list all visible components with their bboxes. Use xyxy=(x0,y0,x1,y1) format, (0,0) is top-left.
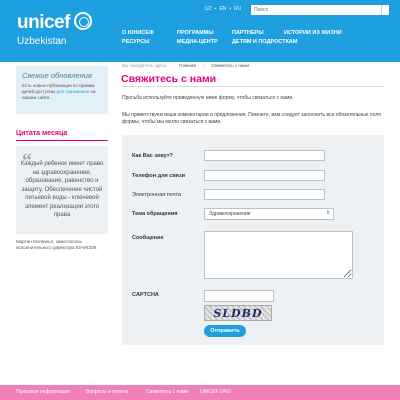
updates-text: Есть новые публикации по правам детей доступны для скачивания на нашем сайте. xyxy=(22,83,96,100)
nav-resources[interactable]: РЕСУРСЫ xyxy=(122,39,150,45)
search-input[interactable] xyxy=(251,5,381,15)
captcha-field[interactable] xyxy=(204,290,274,302)
lang-ru[interactable]: RU xyxy=(234,6,242,12)
captcha-image xyxy=(204,305,272,321)
name-label: Как Вас зовут? xyxy=(132,153,173,159)
logo[interactable]: unicef xyxy=(17,12,70,33)
footer-unicef-link[interactable]: UNICEF.ORG xyxy=(200,389,231,395)
message-field[interactable] xyxy=(204,231,353,279)
updates-download-link[interactable]: для скачивания xyxy=(56,89,90,94)
quote-author: Мартин Могванья, заместитель исполнительного директора ЮНИСЕФ. xyxy=(16,239,98,250)
nav-children[interactable]: ДЕТЯМ И ПОДРОСТКАМ xyxy=(232,39,298,45)
captcha-label: CAPTCHA xyxy=(132,292,159,298)
nav-stories[interactable]: ИСТОРИИ ИЗ ЖИЗНИ xyxy=(284,30,342,36)
name-field[interactable] xyxy=(204,150,325,161)
lang-uz[interactable]: UZ xyxy=(205,6,212,12)
select-arrows-icon: ⇕ xyxy=(325,210,330,216)
captcha-text: SLDBD xyxy=(213,306,263,320)
topic-select[interactable] xyxy=(204,208,334,220)
footer-legal-link[interactable]: Правовая информация xyxy=(16,389,70,395)
message-label: Сообщение xyxy=(132,235,164,241)
title-divider xyxy=(122,86,384,87)
submit-button[interactable]: Отправить xyxy=(204,325,246,337)
email-label: Электронная почта xyxy=(132,192,182,198)
intro-text: Просьба используйте приведенную ниже форму, чтобы связаться с нами. xyxy=(122,95,294,101)
quote-text: Каждый ребенок имеет право на здравоохранение, образование, равенство и защиту. Обеспечение чистой питьевой воды - ключевой элемент реализации этого права xyxy=(20,161,104,218)
breadcrumb-current: Свяжитесь с нами xyxy=(210,63,249,68)
quote-title: Цитата месяца xyxy=(16,130,68,137)
footer-contact-link[interactable]: Свяжитесь с нами xyxy=(146,389,189,395)
logo-country: Uzbekistan xyxy=(17,36,67,47)
nav-partners[interactable]: ПАРТНЕРЫ xyxy=(232,30,264,36)
topic-label: Тема обращения xyxy=(132,211,178,217)
topic-value: Здравоохранение xyxy=(209,211,251,217)
search-button[interactable] xyxy=(381,5,389,15)
updates-title: Свежие обновления xyxy=(22,71,92,80)
footer-faq-link[interactable]: Вопросы и ответы xyxy=(86,389,129,395)
language-switcher: UZ • EN • RU xyxy=(205,6,242,12)
breadcrumb-home[interactable]: Главная xyxy=(178,63,196,68)
intro-note: Мы приветствуем ваши комментарии и предложения. Помните, вам следует заполнить все обязательные поля формы, чтобы мы могли связаться с вами. xyxy=(122,112,381,125)
updates-box xyxy=(16,66,108,114)
quote-divider xyxy=(16,140,108,141)
email-field[interactable] xyxy=(204,189,325,200)
quote-mark-icon: “ xyxy=(22,150,32,172)
nav-about[interactable]: О ЮНИСЕФ xyxy=(122,30,154,36)
nav-media[interactable]: МЕДИА-ЦЕНТР xyxy=(177,39,218,45)
breadcrumb: Вы находитесь здесь: Главная » Свяжитесь с нами xyxy=(122,63,249,68)
main-nav xyxy=(122,30,379,45)
breadcrumb-prefix: Вы находитесь здесь: xyxy=(122,63,168,68)
globe-icon xyxy=(74,12,92,30)
phone-field[interactable] xyxy=(204,170,325,181)
page-title: Свяжитесь с нами xyxy=(121,73,217,85)
nav-programs[interactable]: ПРОГРАММЫ xyxy=(177,30,214,36)
phone-label: Телефон для связи xyxy=(132,173,185,179)
lang-en[interactable]: EN xyxy=(219,6,227,12)
